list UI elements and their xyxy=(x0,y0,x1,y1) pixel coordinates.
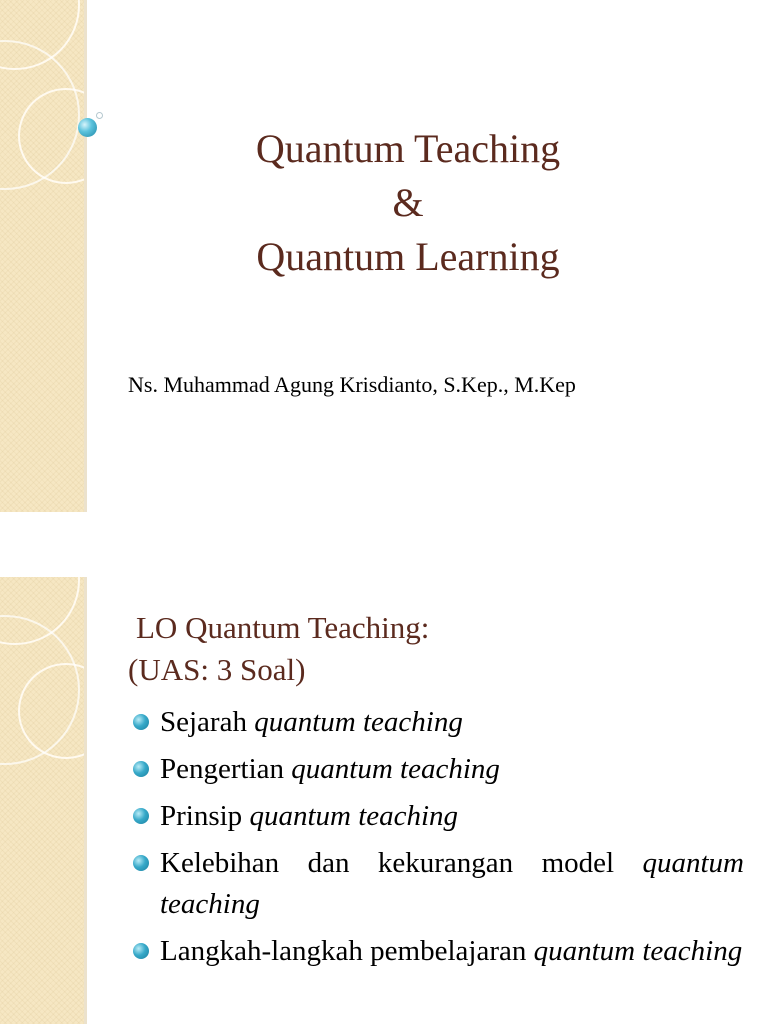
sidebar-edge xyxy=(84,577,87,1024)
heading-line-2: (UAS: 3 Soal) xyxy=(128,652,306,687)
list-item-italic: quantum teaching xyxy=(533,935,743,967)
sidebar-edge xyxy=(84,0,87,512)
learning-outcomes-slide xyxy=(0,577,768,1024)
blue-dot-icon xyxy=(133,714,149,730)
list-item-text: Kelebihan dan kekurangan model xyxy=(160,847,643,879)
list-item xyxy=(132,931,744,972)
small-ring-icon xyxy=(96,112,103,119)
blue-dot-icon xyxy=(133,943,149,959)
decorative-sidebar xyxy=(0,577,84,1024)
list-item-text: Langkah-langkah pembelajaran xyxy=(160,935,534,967)
title-line-3: Quantum Learning xyxy=(256,234,560,279)
list-item-text: Pengertian xyxy=(160,753,292,785)
list-item-italic: quantum teaching xyxy=(291,753,500,785)
slide-title xyxy=(150,122,666,284)
list-item-text: Sejarah xyxy=(160,706,255,738)
list-item-italic: quantum teaching xyxy=(249,800,459,832)
title-line-1: Quantum Teaching xyxy=(255,126,561,171)
slide-heading xyxy=(128,607,429,691)
blue-dot-icon xyxy=(133,808,149,824)
blue-dot-icon xyxy=(133,761,149,777)
heading-line-1: LO Quantum Teaching: xyxy=(136,610,430,645)
list-item xyxy=(132,702,744,743)
blue-sphere-icon xyxy=(78,118,97,137)
decorative-sidebar xyxy=(0,0,84,512)
list-item xyxy=(132,843,744,925)
list-item-italic: quantum teaching xyxy=(160,847,744,920)
title-line-2: & xyxy=(392,180,424,225)
list-item-italic: quantum teaching xyxy=(254,706,463,738)
learning-outcomes-list xyxy=(132,702,744,978)
list-item xyxy=(132,749,744,790)
slide-divider xyxy=(0,512,768,577)
blue-dot-icon xyxy=(133,855,149,871)
author-name: Ns. Muhammad Agung Krisdianto, S.Kep., M.Kep xyxy=(128,372,576,397)
list-item xyxy=(132,796,744,837)
list-item-text: Prinsip xyxy=(160,800,250,832)
